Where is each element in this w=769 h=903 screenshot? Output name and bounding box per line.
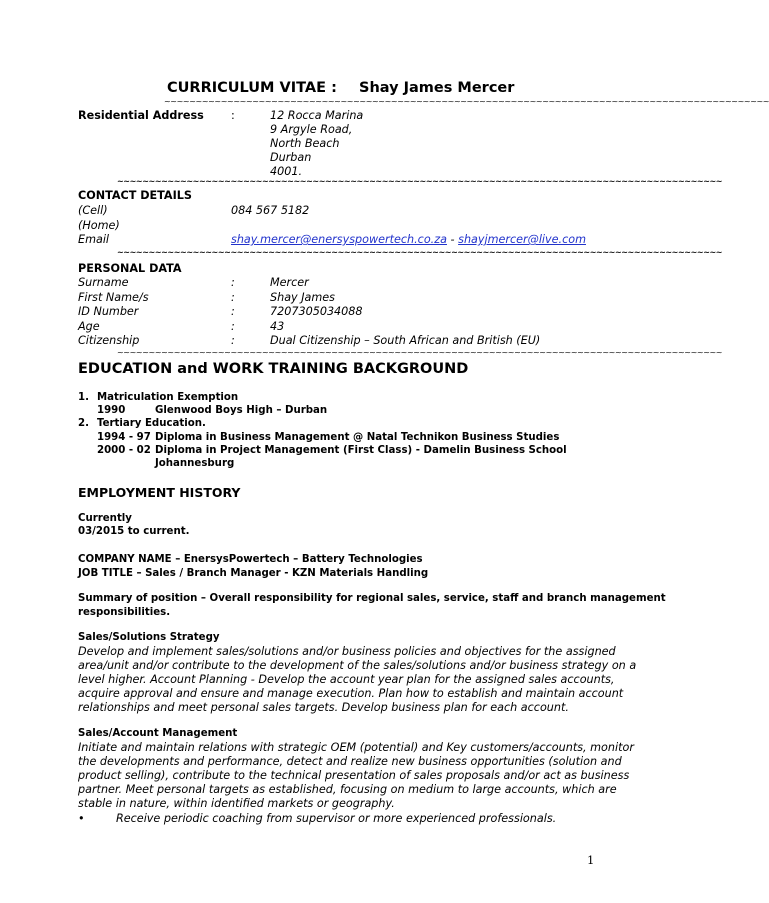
age-value: 43 — [270, 320, 285, 333]
company-label: COMPANY NAME — [78, 554, 172, 565]
surname-label: Surname — [78, 276, 129, 289]
summary-line-2: responsibilities. — [78, 607, 171, 618]
age-label: Age — [78, 320, 100, 333]
idnumber-label: ID Number — [78, 305, 139, 318]
firstname-value: Shay James — [270, 291, 335, 304]
firstname-colon: : — [231, 291, 235, 304]
address-separator: ~~~~~~~~~~~~~~~~~~~~~~~~~~~~~~~~~~~~~~~~~~~~~~~~~~~~~~~~~~~~~~~~~~~~~~~~~~~~~~~~~~~~~~~~~~~~~~~~ — [117, 177, 723, 186]
address-label: Residential Address — [78, 109, 204, 122]
edu-item1-year: 1990 — [97, 405, 126, 416]
account-line-5: stable in nature, within identified markets or geography. — [78, 797, 395, 810]
edu-item2-year-b: 2000 - 02 — [97, 445, 151, 456]
page-number: 1 — [587, 853, 595, 867]
personal-separator: ~~~~~~~~~~~~~~~~~~~~~~~~~~~~~~~~~~~~~~~~~~~~~~~~~~~~~~~~~~~~~~~~~~~~~~~~~~~~~~~~~~~~~~~~~~~~~~~~ — [117, 348, 723, 357]
edu-item2-title: Tertiary Education. — [97, 418, 206, 429]
edu-item1-detail: Glenwood Boys High – Durban — [155, 405, 328, 416]
account-management-heading: Sales/Account Management — [78, 728, 238, 739]
contact-separator: ~~~~~~~~~~~~~~~~~~~~~~~~~~~~~~~~~~~~~~~~~~~~~~~~~~~~~~~~~~~~~~~~~~~~~~~~~~~~~~~~~~~~~~~~~~~~~~~~ — [117, 248, 723, 257]
address-line-3: North Beach — [270, 137, 340, 150]
summary-line-1: Summary of position – Overall responsibility for regional sales, service, staff and branch management — [78, 593, 666, 604]
citizenship-label: Citizenship — [78, 334, 140, 347]
cell-label: (Cell) — [78, 204, 108, 217]
employment-currently: Currently — [78, 513, 132, 524]
company-line — [78, 554, 423, 565]
email-link-work[interactable]: shay.mercer@enersyspowertech.co.za — [231, 233, 447, 246]
address-line-1: 12 Rocca Marina — [270, 109, 364, 122]
account-line-3: product selling), contribute to the technical presentation of sales proposals and/or act as business — [78, 769, 630, 782]
idnumber-colon: : — [231, 305, 235, 318]
sales-line-1: Develop and implement sales/solutions and/or business policies and objectives for the assigned — [78, 645, 616, 658]
surname-colon: : — [231, 276, 235, 289]
cv-title: CURRICULUM VITAE : — [167, 80, 337, 96]
account-line-2: the developments and performance, detect and realize new business opportunities (solution and — [78, 755, 622, 768]
personal-heading: PERSONAL DATA — [78, 262, 182, 275]
surname-value: Mercer — [270, 276, 309, 289]
email-label: Email — [78, 233, 110, 246]
jobtitle-label: JOB TITLE — [78, 568, 133, 579]
idnumber-value: 7207305034088 — [270, 305, 363, 318]
jobtitle-line — [78, 568, 428, 579]
sales-line-4: acquire approval and ensure and manage execution. Plan how to establish and maintain account — [78, 687, 624, 700]
cv-name: Shay James Mercer — [359, 80, 515, 96]
email-line — [231, 233, 586, 246]
age-colon: : — [231, 320, 235, 333]
firstname-label: First Name/s — [78, 291, 149, 304]
sales-line-3: level higher. Account Planning - Develop the account year plan for the assigned sales accounts, — [78, 673, 615, 686]
edu-item1-title: Matriculation Exemption — [97, 392, 239, 403]
home-label: (Home) — [78, 219, 120, 232]
edu-item2-detail-a: Diploma in Business Management @ Natal Technikon Business Studies — [155, 432, 560, 443]
cell-value: 084 567 5182 — [231, 204, 310, 217]
edu-item1-number: 1. — [78, 392, 89, 403]
education-heading: EDUCATION and WORK TRAINING BACKGROUND — [78, 361, 469, 377]
employment-heading: EMPLOYMENT HISTORY — [78, 485, 241, 500]
citizenship-value: Dual Citizenship – South African and British (EU) — [270, 334, 541, 347]
contact-heading: CONTACT DETAILS — [78, 189, 192, 202]
edu-item2-detail-b2: Johannesburg — [155, 458, 235, 469]
edu-item2-number: 2. — [78, 418, 89, 429]
title-separator: ~~~~~~~~~~~~~~~~~~~~~~~~~~~~~~~~~~~~~~~~~~~~~~~~~~~~~~~~~~~~~~~~~~~~~~~~~~~~~~~~~~~~~~~~~~~~~~~~ — [164, 97, 769, 106]
email-separator: - — [446, 233, 459, 246]
employment-period: 03/2015 to current. — [78, 526, 190, 537]
account-line-1: Initiate and maintain relations with strategic OEM (potential) and Key customers/accounts, monitor — [78, 741, 634, 754]
edu-item2-detail-b: Diploma in Project Management (First Class) - Damelin Business School — [155, 445, 567, 456]
citizenship-colon: : — [231, 334, 235, 347]
address-colon: : — [231, 109, 235, 122]
company-value: – EnersysPowertech – Battery Technologies — [171, 554, 423, 565]
jobtitle-value: – Sales / Branch Manager - KZN Materials Handling — [132, 568, 429, 579]
email-link-personal[interactable]: shayjmercer@live.com — [458, 233, 586, 246]
address-line-2: 9 Argyle Road, — [270, 123, 353, 136]
sales-strategy-heading: Sales/Solutions Strategy — [78, 632, 220, 643]
account-line-4: partner. Meet personal targets as established, focusing on medium to large accounts, which are — [78, 783, 617, 796]
bullet-text: Receive periodic coaching from supervisor or more experienced professionals. — [116, 812, 557, 825]
edu-item2-year-a: 1994 - 97 — [97, 432, 151, 443]
address-line-5: 4001. — [270, 165, 303, 178]
address-line-4: Durban — [270, 151, 312, 164]
bullet-icon: • — [78, 812, 85, 825]
sales-line-2: area/unit and/or contribute to the development of the sales/solutions and/or business strategy on a — [78, 659, 637, 672]
sales-line-5: relationships and meet personal sales targets. Develop business plan for each account. — [78, 701, 569, 714]
